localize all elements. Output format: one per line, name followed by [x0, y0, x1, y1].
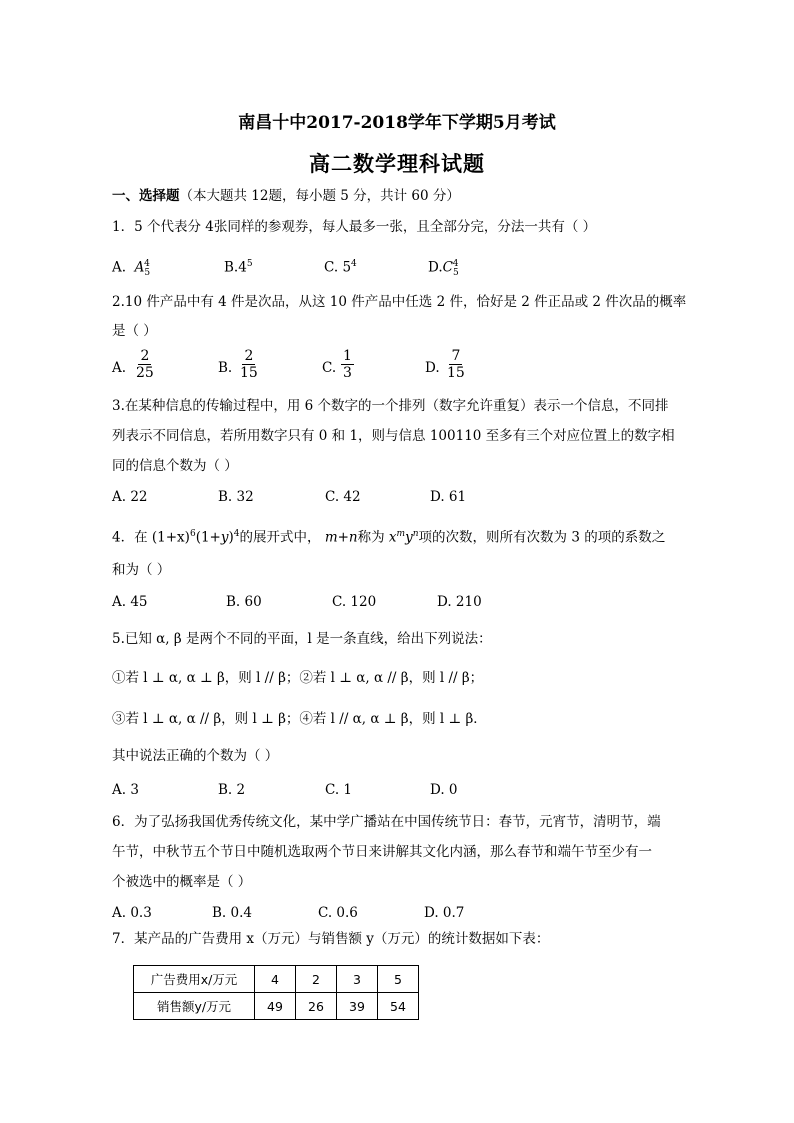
q7-stem: 7．某产品的广告费用 x（万元）与销售额 y（万元）的统计数据如下表：	[112, 931, 550, 947]
q2-option-c-label: C.	[322, 360, 337, 376]
q1-option-b: $B.4^5$	[224, 259, 253, 276]
q4-stem-line2: 和为（ ）	[112, 562, 171, 578]
table-cell: 54	[378, 993, 419, 1020]
table-cell: 2	[296, 966, 337, 993]
section-note: （本大题共 12题，每小题 5 分，共计 60 分）	[179, 188, 460, 204]
q6-stem-line3: 个被选中的概率是（ ）	[112, 874, 252, 890]
q3-stem-line1: 3.在某种信息的传输过程中，用 6 个数字的一个排列（数字允许重复）表示一个信息，不同排	[112, 398, 669, 414]
q5-option-c: C. 1	[325, 782, 353, 798]
exam-subtitle: 高二数学理科试题	[309, 151, 485, 176]
q3-option-d: D. 61	[430, 489, 467, 505]
q5-option-a: A. 3	[112, 782, 139, 798]
q4-option-b: B. 60	[226, 594, 262, 610]
q6-option-b: B. 0.4	[212, 905, 252, 921]
q5-stem-line4: 其中说法正确的个数为（ ）	[112, 748, 279, 764]
q2-stem-line1: 2.10 件产品中有 4 件是次品，从这 10 件产品中任选 2 件，恰好是 2 件正品或 2 件次品的概率	[112, 294, 687, 310]
q3-option-c: C. 42	[325, 489, 361, 505]
q6-stem-line1: 6．为了弘扬我国优秀传统文化，某中学广播站在中国传统节日：春节，元宵节，清明节，端	[112, 814, 661, 830]
q2-option-b-fraction: $\frac{2}{15}$	[240, 348, 258, 381]
q6-option-d: D. 0.7	[424, 905, 465, 921]
q5-statement-1-2: ①若 l ⊥ α, α ⊥ β，则 l // β；②若 l ⊥ α, α // β，则 l // β；	[112, 670, 484, 686]
q6-option-c: C. 0.6	[318, 905, 358, 921]
q2-option-c-fraction: $\frac{1}{3}$	[343, 348, 352, 381]
table-cell: 3	[337, 966, 378, 993]
exam-title: 南昌十中2017-2018学年下学期5月考试	[238, 113, 556, 133]
q6-option-a: A. 0.3	[112, 905, 152, 921]
q4-option-c: C. 120	[332, 594, 377, 610]
q4-stem-line1: 4．在 $(1+x)^6(1+y)^4$的展开式中， m+n称为 $x^my^n$项的次数，则所有次数为 3 的项的系数之	[112, 529, 666, 546]
q4-option-d: D. 210	[437, 594, 482, 610]
table-cell: 4	[255, 966, 296, 993]
q1-option-c: C. $5^4$	[324, 259, 357, 276]
table-cell: 26	[296, 993, 337, 1020]
q1-option-d: $D.C_5^4$	[428, 259, 459, 279]
q5-option-b: B. 2	[218, 782, 246, 798]
q6-stem-line2: 午节，中秋节五个节日中随机选取两个节日来讲解其文化内涵，那么春节和端午节至少有一	[112, 844, 652, 860]
table-header-cell: 广告费用x/万元	[134, 966, 255, 993]
q5-stem-line1: 5.已知 α, β 是两个不同的平面，l 是一条直线，给出下列说法：	[112, 631, 492, 647]
q1-option-a: A. $A_5^4$	[112, 259, 151, 279]
q2-option-d-label: D.	[425, 360, 440, 376]
q3-stem-line3: 同的信息个数为（ ）	[112, 458, 238, 474]
q2-option-a-label: A.	[112, 360, 127, 376]
table-cell: 39	[337, 993, 378, 1020]
q2-option-b-label: B.	[218, 360, 233, 376]
table-row	[134, 966, 419, 993]
q3-option-b: B. 32	[218, 489, 254, 505]
table-header-cell: 销售额y/万元	[134, 993, 255, 1020]
q4-option-a: A. 45	[112, 594, 148, 610]
q5-option-d: D. 0	[430, 782, 458, 798]
table-cell: 49	[255, 993, 296, 1020]
q3-stem-line2: 列表示不同信息，若所用数字只有 0 和 1，则与信息 100110 至多有三个对应位置上的数字相	[112, 428, 675, 444]
q2-option-d-fraction: $\frac{7}{15}$	[447, 348, 465, 381]
q1-stem: 1．5 个代表分 4张同样的参观券，每人最多一张，且全部分完，分法一共有（ ）	[112, 219, 597, 235]
q3-option-a: A. 22	[112, 489, 148, 505]
q7-data-table	[133, 965, 419, 1020]
section-heading	[112, 186, 460, 206]
q5-statement-3-4: ③若 l ⊥ α, α // β，则 l ⊥ β；④若 l // α, α ⊥ β，则 l ⊥ β．	[112, 711, 487, 727]
table-cell: 5	[378, 966, 419, 993]
q2-stem-line2: 是（ ）	[112, 323, 157, 339]
section-title: 一、选择题	[112, 188, 180, 204]
q2-option-a-fraction: $\frac{2}{25}$	[136, 348, 154, 381]
table-row	[134, 993, 419, 1020]
